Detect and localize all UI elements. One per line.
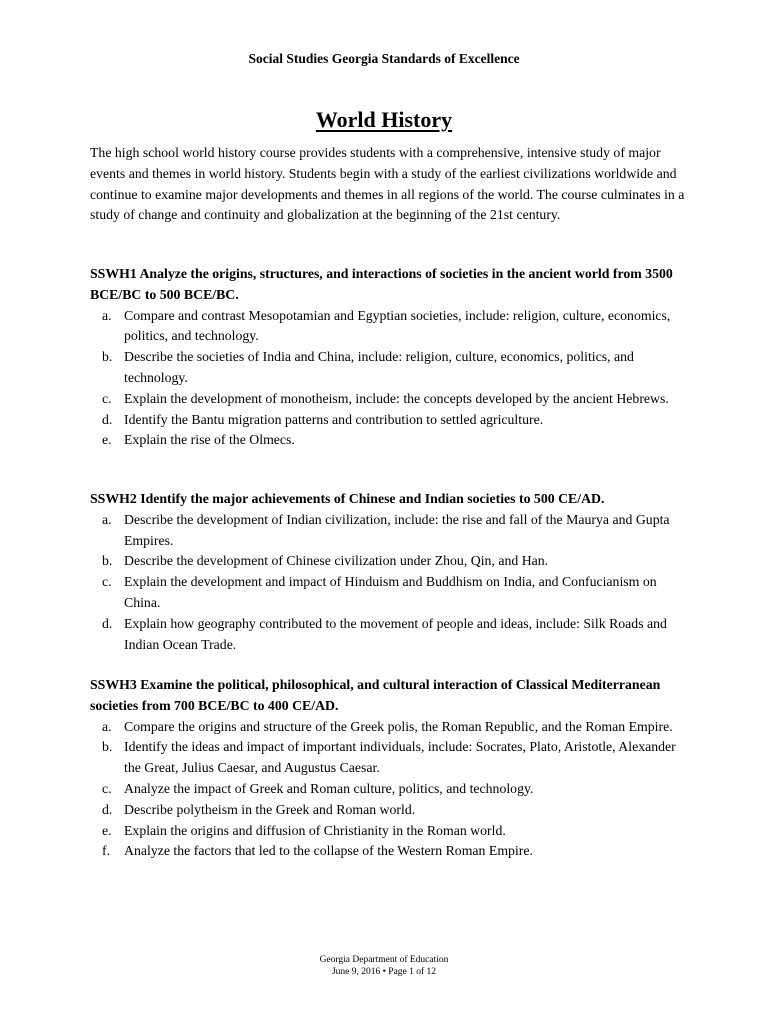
list-item	[90, 800, 690, 821]
footer-date-page: June 9, 2016 • Page 1 of 12	[331, 966, 437, 977]
list-item-text: Identify the ideas and impact of important individuals, include: Socrates, Plato, Aristotle, Alexander the Great, Julius Caesar, and Augustus Caesar.	[124, 739, 676, 776]
list-item	[90, 389, 690, 410]
intro-paragraph: The high school world history course provides students with a comprehensive, intensive study of major events and themes in world history. Students begin with a study of the earliest civilizations worldwide and continue to examine major developments and themes in all regions of the world. The course culminates in a study of change and continuity and globalization at the beginning of the 21st century.	[90, 145, 685, 223]
standard-heading: SSWH3 Examine the political, philosophical, and cultural interaction of Classical Mediterranean societies from 700 BCE/BC to 400 CE/AD.	[90, 677, 661, 713]
list-item-text: Analyze the factors that led to the collapse of the Western Roman Empire.	[124, 843, 533, 859]
list-marker: e.	[102, 822, 112, 838]
list-item	[90, 737, 690, 779]
list-item-text: Compare and contrast Mesopotamian and Egyptian societies, include: religion, culture, economics, politics, and technology.	[124, 307, 671, 344]
list-marker: d.	[102, 801, 113, 817]
list-item-text: Explain the development and impact of Hinduism and Buddhism on India, and Confucianism on China.	[124, 574, 657, 610]
list-item-text: Explain the development of monotheism, include: the concepts developed by the ancient Hebrews.	[124, 390, 669, 406]
list-item-text: Explain the rise of the Olmecs.	[124, 432, 295, 448]
list-marker: d.	[102, 411, 113, 427]
list-marker: b.	[102, 739, 113, 755]
element-list	[90, 306, 690, 452]
list-item	[90, 306, 690, 348]
footer-organization: Georgia Department of Education	[319, 955, 449, 965]
list-marker: f.	[102, 843, 111, 859]
list-item	[90, 572, 690, 614]
list-marker: b.	[102, 349, 113, 365]
list-marker: c.	[102, 390, 112, 406]
list-marker: a.	[102, 307, 112, 323]
list-marker: d.	[102, 615, 113, 631]
list-item-text: Describe the development of Indian civilization, include: the rise and fall of the Maurya and Gupta Empires.	[124, 511, 670, 548]
list-marker: c.	[102, 574, 112, 590]
list-item	[90, 347, 690, 389]
list-marker: a.	[102, 718, 112, 734]
list-marker: c.	[102, 780, 112, 796]
list-item	[90, 614, 690, 656]
list-item-text: Analyze the impact of Greek and Roman culture, politics, and technology.	[124, 780, 534, 796]
list-item	[90, 410, 690, 431]
list-item	[90, 717, 690, 738]
list-item	[90, 510, 690, 552]
list-item-text: Explain the origins and diffusion of Christianity in the Roman world.	[124, 822, 506, 838]
list-item	[90, 841, 690, 862]
element-list	[90, 510, 690, 656]
standard-heading: SSWH1 Analyze the origins, structures, and interactions of societies in the ancient world from 3500 BCE/BC to 500 BCE/BC.	[90, 266, 673, 302]
list-item-text: Describe the societies of India and China, include: religion, culture, economics, politics, and technology.	[124, 349, 634, 385]
list-item	[90, 821, 690, 842]
list-item-text: Identify the Bantu migration patterns and contribution to settled agriculture.	[124, 411, 544, 427]
element-list	[90, 717, 690, 863]
list-marker: a.	[102, 511, 112, 527]
list-item	[90, 779, 690, 800]
page-title: World History	[315, 107, 453, 132]
list-marker: e.	[102, 432, 112, 448]
standard-sswh2	[90, 489, 690, 655]
list-marker: b.	[102, 553, 113, 569]
list-item-text: Describe the development of Chinese civilization under Zhou, Qin, and Han.	[124, 553, 549, 569]
standard-sswh3	[90, 675, 690, 862]
standard-heading: SSWH2 Identify the major achievements of Chinese and Indian societies to 500 CE/AD.	[90, 491, 605, 506]
list-item	[90, 430, 690, 451]
standard-sswh1	[90, 264, 690, 451]
list-item	[90, 551, 690, 572]
list-item-text: Compare the origins and structure of the Greek polis, the Roman Republic, and the Roman Empire.	[124, 718, 673, 734]
page-footer	[0, 955, 768, 978]
list-item-text: Explain how geography contributed to the movement of people and ideas, include: Silk Roads and Indian Ocean Trade.	[124, 615, 667, 652]
document-header: Social Studies Georgia Standards of Excellence	[248, 51, 520, 66]
list-item-text: Describe polytheism in the Greek and Roman world.	[124, 801, 416, 817]
